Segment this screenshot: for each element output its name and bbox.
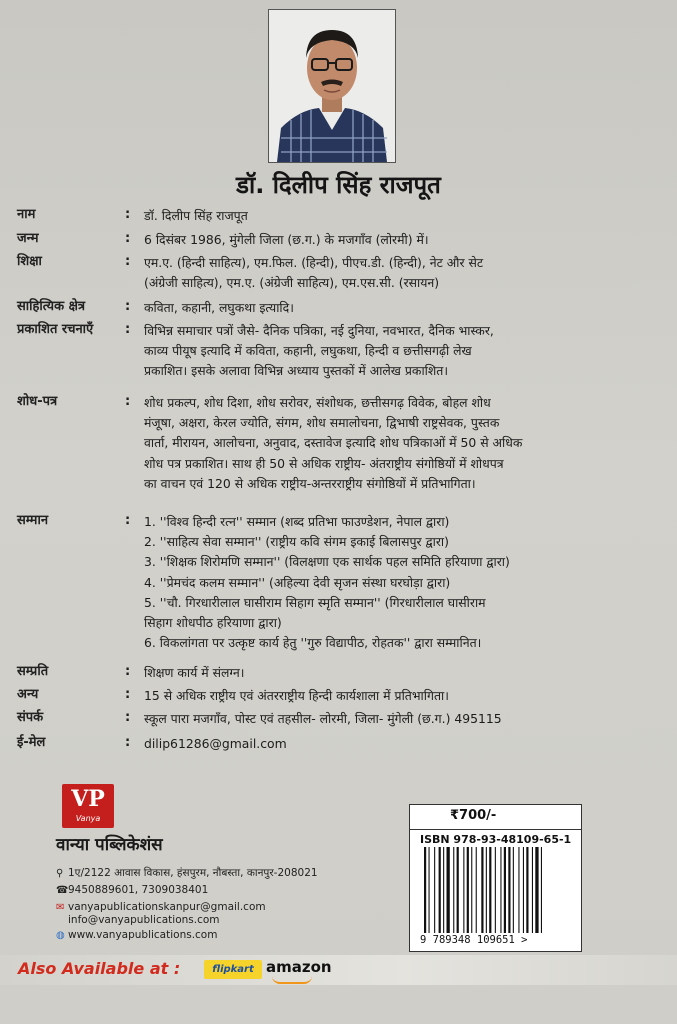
amazon-smile-icon: [272, 976, 312, 984]
bio-label: संपर्क: [17, 710, 44, 725]
price-label: ₹700/-: [450, 808, 497, 823]
barcode-bar: [518, 847, 519, 933]
barcode-bar: [504, 847, 506, 933]
publisher-block: [56, 780, 376, 945]
flipkart-logo[interactable]: [204, 960, 262, 979]
bio-colon: :: [125, 231, 131, 246]
bio-value-line: 1. ''विश्व हिन्दी रत्न'' सम्मान (शब्द प्रतिभा फाउण्डेशन, नेपाल द्वारा): [144, 514, 450, 529]
bio-value-line: 4. ''प्रेमचंद कलम सम्मान'' (अहिल्या देवी सृजन संस्था घरघोड़ा द्वारा): [144, 574, 451, 590]
bio-value: [144, 298, 654, 318]
barcode-bar: [541, 847, 542, 933]
bio-value: [144, 734, 654, 754]
bio-colon: :: [125, 664, 131, 679]
barcode-bar: [526, 847, 528, 933]
bio-colon: :: [125, 254, 131, 269]
bio-value-line: एम.ए. (हिन्दी साहित्य), एम.फिल. (हिन्दी), पीएच.डी. (हिन्दी), नेट और सेट: [144, 255, 484, 270]
bio-label: अन्य: [17, 687, 39, 702]
publisher-address: [56, 866, 318, 880]
bio-value-line: स्कूल पारा मजगाँव, पोस्ट एवं तहसील- लोरमी, जिला- मुंगेली (छ.ग.) 495115: [144, 711, 502, 726]
phone-text: 9450889601, 7309038401: [68, 884, 209, 896]
publisher-website[interactable]: [56, 929, 217, 941]
bio-value-line: काव्य पीयूष इत्यादि में कविता, कहानी, लघुकथा, हिन्दी व छत्तीसगढ़ी लेख: [144, 343, 472, 359]
bio-value-line: शिक्षण कार्य में संलग्न।: [144, 665, 245, 680]
barcode-bar: [486, 847, 487, 933]
barcode-bar: [481, 847, 483, 933]
email1-text[interactable]: vanyapublicationskanpur@gmail.com: [68, 901, 266, 913]
publisher-phone: [56, 884, 208, 896]
whatsapp-icon: ☎: [56, 885, 69, 896]
bio-value: [144, 206, 654, 226]
barcode-bar: [439, 847, 441, 933]
address-text: 1ए/2122 आवास विकास, हंसपुरम, नौबस्ता, कानपुर-208021: [68, 867, 318, 879]
bio-label: सम्मान: [17, 513, 49, 528]
author-photo: [268, 9, 396, 163]
bio-colon: :: [125, 687, 131, 702]
bio-label: शोध-पत्र: [17, 394, 58, 409]
bio-value-line: 5. ''चौ. गिरधारीलाल घासीराम सिहाग स्मृति सम्मान'' (गिरधारीलाल घासीराम: [144, 594, 486, 610]
barcode-bar: [424, 847, 426, 933]
bio-colon: :: [125, 299, 131, 314]
barcode-bar: [513, 847, 514, 933]
bio-colon: :: [125, 513, 131, 528]
barcode-bar: [471, 847, 472, 933]
bio-label: नाम: [17, 207, 36, 222]
bio-value: [144, 663, 654, 683]
flipkart-text: flipkart: [212, 964, 254, 975]
barcode-bar: [447, 847, 450, 933]
bio-value-line: प्रकाशित। इसके अलावा विभिन्न अध्याय पुस्तकों में आलेख प्रकाशित।: [144, 363, 449, 379]
publisher-logo: [62, 784, 114, 828]
bio-label: ई-मेल: [17, 735, 46, 750]
globe-icon: ◍: [56, 930, 65, 941]
barcode-bar: [532, 847, 533, 933]
bio-value-line[interactable]: dilip61286@gmail.com: [144, 736, 287, 751]
availability-strip: [0, 955, 677, 985]
website-text[interactable]: www.vanyapublications.com: [68, 929, 218, 941]
bio-value-line: वार्ता, मीरायन, आलोचना, अनुवाद, दस्तावेज इत्यादि शोध पत्रिकाओं में 50 से अधिक: [144, 435, 523, 451]
bio-value-line: डॉ. दिलीप सिंह राजपूत: [144, 208, 248, 223]
bio-value-line: 3. ''शिक्षक शिरोमणि सम्मान'' (विलक्षणा एक सार्थक पहल समिति हरियाणा द्वारा): [144, 554, 510, 570]
availability-text: Also Available at :: [18, 959, 181, 978]
bio-value: [144, 253, 654, 293]
barcode-bar: [443, 847, 444, 933]
email2-text[interactable]: info@vanyapublications.com: [68, 914, 220, 926]
barcode-bar: [467, 847, 469, 933]
barcode-bar: [476, 847, 477, 933]
bio-value: [144, 230, 654, 250]
publisher-name: वान्या पब्लिकेशंस: [56, 835, 163, 855]
bio-label: जन्म: [17, 231, 39, 246]
barcode-bar: [463, 847, 464, 933]
barcode-bar: [457, 847, 459, 933]
bio-value-line: 6. विकलांगता पर उत्कृष्ट कार्य हेतु ''गुरु विद्यापीठ, रोहतक'' द्वारा सम्मानित।: [144, 635, 482, 651]
bio-value-line: (अंग्रेजी साहित्य), एम.ए. (अंग्रेजी साहित्य), एम.एस.सी. (रसायन): [144, 275, 440, 291]
barcode-bar: [535, 847, 538, 933]
publisher-email-1[interactable]: [56, 901, 266, 913]
amazon-text: amazon: [266, 958, 332, 976]
bio-label: प्रकाशित रचनाएँ: [17, 322, 94, 337]
barcode-bar: [429, 847, 430, 933]
barcode-digits: 9 789348 109651 >: [420, 934, 528, 946]
barcode-bar: [453, 847, 454, 933]
barcode-bar: [508, 847, 510, 933]
bio-label: सम्प्रति: [17, 664, 49, 679]
logo-sub: Vanya: [75, 814, 101, 823]
bio-colon: :: [125, 735, 131, 750]
bio-value-line: 15 से अधिक राष्ट्रीय एवं अंतरराष्ट्रीय हिन्दी कार्यशाला में प्रतिभागिता।: [144, 688, 449, 703]
bio-colon: :: [125, 207, 131, 222]
bio-value: [144, 512, 654, 653]
bio-value: [144, 321, 654, 382]
bio-value-line: सिहाग शोधपीठ हरियाणा द्वारा): [144, 615, 282, 631]
barcode-bar: [523, 847, 524, 933]
barcode-bar: [495, 847, 496, 933]
bio-value: [144, 709, 654, 729]
bio-label: साहित्यिक क्षेत्र: [17, 299, 86, 314]
bio-value-line: 6 दिसंबर 1986, मुंगेली जिला (छ.ग.) के मजगाँव (लोरमी) में।: [144, 232, 429, 247]
bio-colon: :: [125, 710, 131, 725]
bio-value: [144, 393, 654, 494]
bio-value-line: विभिन्न समाचार पत्रों जैसे- दैनिक पत्रिका, नई दुनिया, नवभारत, दैनिक भास्कर,: [144, 323, 494, 338]
barcode-bar: [489, 847, 491, 933]
amazon-logo[interactable]: [266, 958, 332, 976]
logo-letters: VP: [71, 786, 105, 812]
barcode-box: [409, 804, 582, 952]
bio-value-line: कविता, कहानी, लघुकथा इत्यादि।: [144, 300, 294, 315]
barcode-bar: [500, 847, 501, 933]
bio-colon: :: [125, 322, 131, 337]
bio-value-line: का वाचन एवं 120 से अधिक राष्ट्रीय-अन्तरराष्ट्रीय संगोष्ठियों में प्रतिभागिता।: [144, 475, 476, 491]
publisher-email-2[interactable]: [56, 914, 220, 926]
bio-value-line: मंजूषा, अक्षरा, केरल ज्योति, संगम, शोध समालोचना, द्विभाषी राष्ट्रसेवक, पुस्तक: [144, 415, 500, 431]
divider: [410, 829, 581, 830]
bio-value-line: शोध प्रकल्प, शोध दिशा, शोध सरोवर, संशोधक, छत्तीसगढ़ विवेक, बोहल शोध: [144, 395, 491, 410]
barcode-bars: [422, 847, 572, 935]
author-name-title: डॉ. दिलीप सिंह राजपूत: [236, 171, 441, 199]
barcode-bar: [434, 847, 435, 933]
bio-value-line: शोध पत्र प्रकाशित। साथ ही 50 से अधिक राष्ट्रीय- अंतराष्ट्रीय संगोष्ठियों में शोधपत्र: [144, 455, 504, 471]
bio-value: [144, 686, 654, 706]
bio-label: शिक्षा: [17, 254, 42, 269]
gmail-icon: ✉: [56, 902, 65, 913]
bio-value-line: 2. ''साहित्य सेवा सम्मान'' (राष्ट्रीय कवि संगम इकाई बिलासपुर द्वारा): [144, 534, 449, 550]
location-pin-icon: ⚲: [56, 868, 64, 879]
bio-colon: :: [125, 394, 131, 409]
isbn-label: ISBN 978-93-48109-65-1: [420, 833, 572, 846]
